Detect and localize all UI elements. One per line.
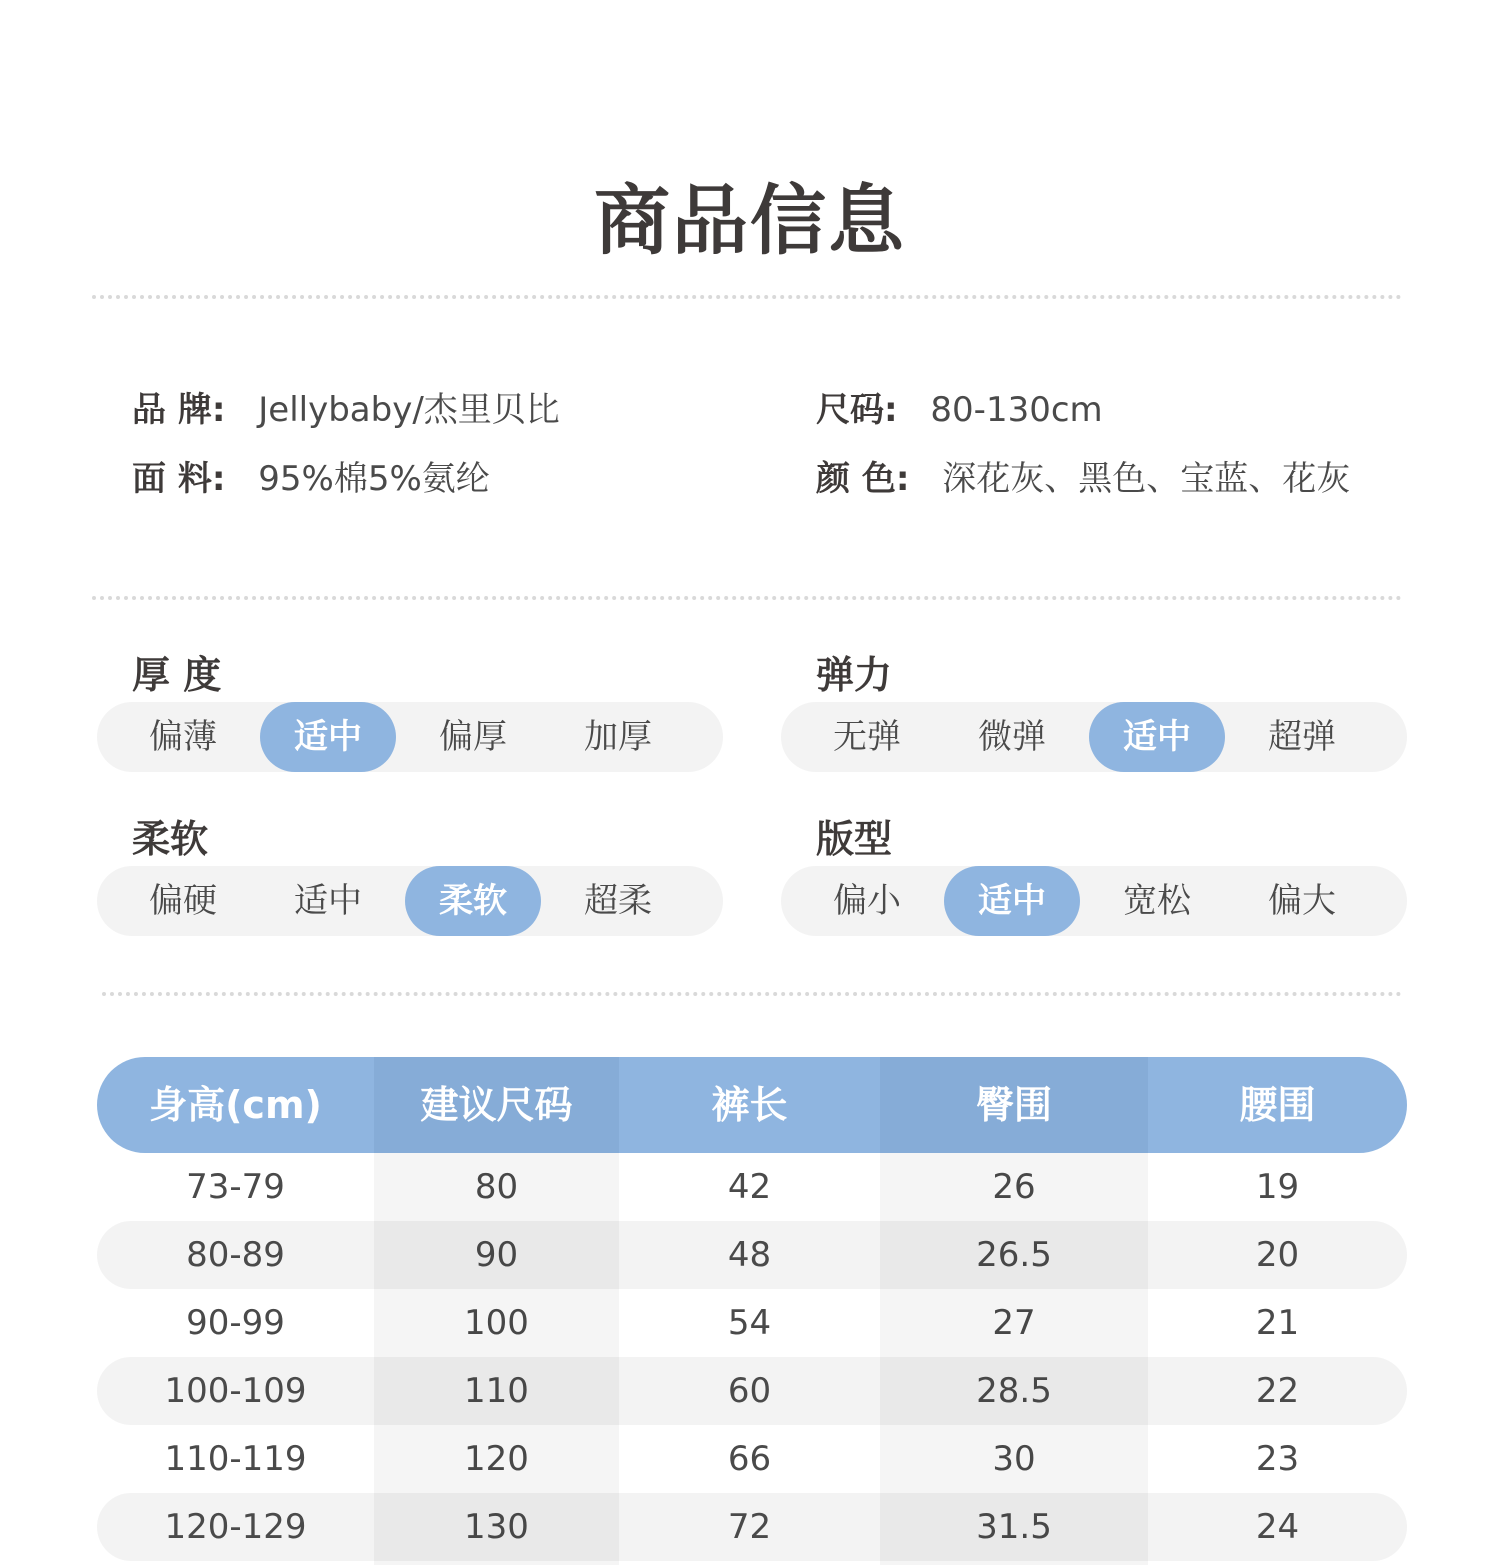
table-cell: 23 bbox=[1255, 1439, 1300, 1479]
table-cell: 20 bbox=[1255, 1235, 1300, 1275]
attribute-option[interactable]: 无弹 bbox=[833, 717, 901, 757]
table-cell: 100 bbox=[464, 1303, 529, 1343]
attribute-title: 厚 度 bbox=[132, 653, 222, 697]
table-cell: 80 bbox=[474, 1167, 519, 1207]
table-cell: 72 bbox=[727, 1507, 772, 1547]
table-cell: 120-129 bbox=[164, 1507, 307, 1547]
attribute-title: 柔软 bbox=[132, 817, 209, 861]
table-cell: 21 bbox=[1255, 1303, 1300, 1343]
size-table bbox=[97, 1057, 1407, 1561]
table-cell: 54 bbox=[727, 1303, 772, 1343]
table-cell: 26 bbox=[992, 1167, 1036, 1207]
attribute-options bbox=[781, 702, 1407, 772]
table-cell: 66 bbox=[727, 1439, 772, 1479]
table-cell: 90-99 bbox=[186, 1303, 285, 1343]
color-value: 深花灰、黑色、宝蓝、花灰 bbox=[942, 459, 1351, 499]
attribute-option[interactable]: 超柔 bbox=[584, 881, 652, 921]
fabric-value: 95%棉5%氨纶 bbox=[258, 459, 490, 499]
attribute-option[interactable]: 超弹 bbox=[1268, 717, 1336, 757]
table-cell: 26.5 bbox=[976, 1235, 1052, 1275]
table-cell: 100-109 bbox=[164, 1371, 307, 1411]
attribute-option[interactable]: 偏大 bbox=[1268, 881, 1336, 921]
table-cell: 60 bbox=[727, 1371, 772, 1411]
table-cell: 30 bbox=[992, 1439, 1036, 1479]
table-body bbox=[97, 1153, 1407, 1561]
fabric-label: 面 料: bbox=[132, 459, 226, 499]
size-label: 尺码: bbox=[816, 390, 898, 430]
attribute-option[interactable]: 加厚 bbox=[584, 717, 652, 757]
table-cell: 110 bbox=[464, 1371, 529, 1411]
table-cell: 42 bbox=[727, 1167, 772, 1207]
color-label: 颜 色: bbox=[816, 459, 910, 499]
table-row bbox=[97, 1289, 1407, 1357]
table-header-cell: 建议尺码 bbox=[374, 1057, 619, 1153]
table-cell: 90 bbox=[474, 1235, 519, 1275]
table-cell: 31.5 bbox=[976, 1507, 1052, 1547]
table-header-cell: 臀围 bbox=[880, 1057, 1148, 1153]
dotted-divider bbox=[92, 295, 1402, 299]
attribute-option[interactable]: 偏薄 bbox=[149, 717, 217, 757]
brand-row bbox=[132, 382, 560, 431]
table-cell: 19 bbox=[1255, 1167, 1300, 1207]
attribute-option[interactable]: 偏小 bbox=[833, 881, 901, 921]
attribute-option-selected[interactable]: 柔软 bbox=[405, 866, 541, 936]
table-cell: 130 bbox=[464, 1507, 529, 1547]
table-header-cell: 身高(cm) bbox=[149, 1083, 322, 1127]
fabric-row bbox=[132, 451, 490, 500]
attribute-option-selected[interactable]: 适中 bbox=[260, 702, 396, 772]
table-header-cell: 腰围 bbox=[1239, 1083, 1316, 1127]
table-cell: 22 bbox=[1255, 1371, 1300, 1411]
attribute-option[interactable]: 宽松 bbox=[1123, 881, 1191, 921]
table-header bbox=[97, 1057, 1407, 1153]
brand-value: Jellybaby/杰里贝比 bbox=[258, 390, 560, 430]
table-cell: 110-119 bbox=[164, 1439, 307, 1479]
attribute-options bbox=[97, 866, 723, 936]
table-header-cell: 裤长 bbox=[711, 1083, 788, 1127]
table-row bbox=[97, 1357, 1407, 1425]
page-title: 商品信息 bbox=[594, 176, 906, 265]
attribute-title: 版型 bbox=[816, 817, 893, 861]
dotted-divider bbox=[102, 992, 1402, 996]
attribute-option[interactable]: 适中 bbox=[294, 881, 362, 921]
table-cell: 48 bbox=[727, 1235, 772, 1275]
table-row bbox=[97, 1425, 1407, 1493]
attribute-title: 弹力 bbox=[816, 653, 893, 697]
attribute-option[interactable]: 偏硬 bbox=[149, 881, 217, 921]
table-cell: 73-79 bbox=[186, 1167, 285, 1207]
table-row bbox=[97, 1221, 1407, 1289]
table-cell: 80-89 bbox=[186, 1235, 285, 1275]
table-cell: 27 bbox=[992, 1303, 1036, 1343]
size-value: 80-130cm bbox=[930, 390, 1103, 430]
size-row bbox=[816, 382, 1103, 431]
table-cell: 120 bbox=[464, 1439, 529, 1479]
table-row bbox=[97, 1493, 1407, 1561]
column-band bbox=[880, 1153, 1148, 1565]
attribute-option[interactable]: 微弹 bbox=[978, 717, 1046, 757]
attribute-options bbox=[781, 866, 1407, 936]
attribute-options bbox=[97, 702, 723, 772]
table-row bbox=[97, 1153, 1407, 1221]
column-band bbox=[374, 1153, 619, 1565]
attribute-option-selected[interactable]: 适中 bbox=[1089, 702, 1225, 772]
table-cell: 28.5 bbox=[976, 1371, 1052, 1411]
dotted-divider bbox=[92, 596, 1402, 600]
color-row bbox=[816, 451, 1350, 500]
attribute-option-selected[interactable]: 适中 bbox=[944, 866, 1080, 936]
brand-label: 品 牌: bbox=[132, 390, 226, 430]
attribute-option[interactable]: 偏厚 bbox=[439, 717, 507, 757]
table-cell: 24 bbox=[1255, 1507, 1300, 1547]
